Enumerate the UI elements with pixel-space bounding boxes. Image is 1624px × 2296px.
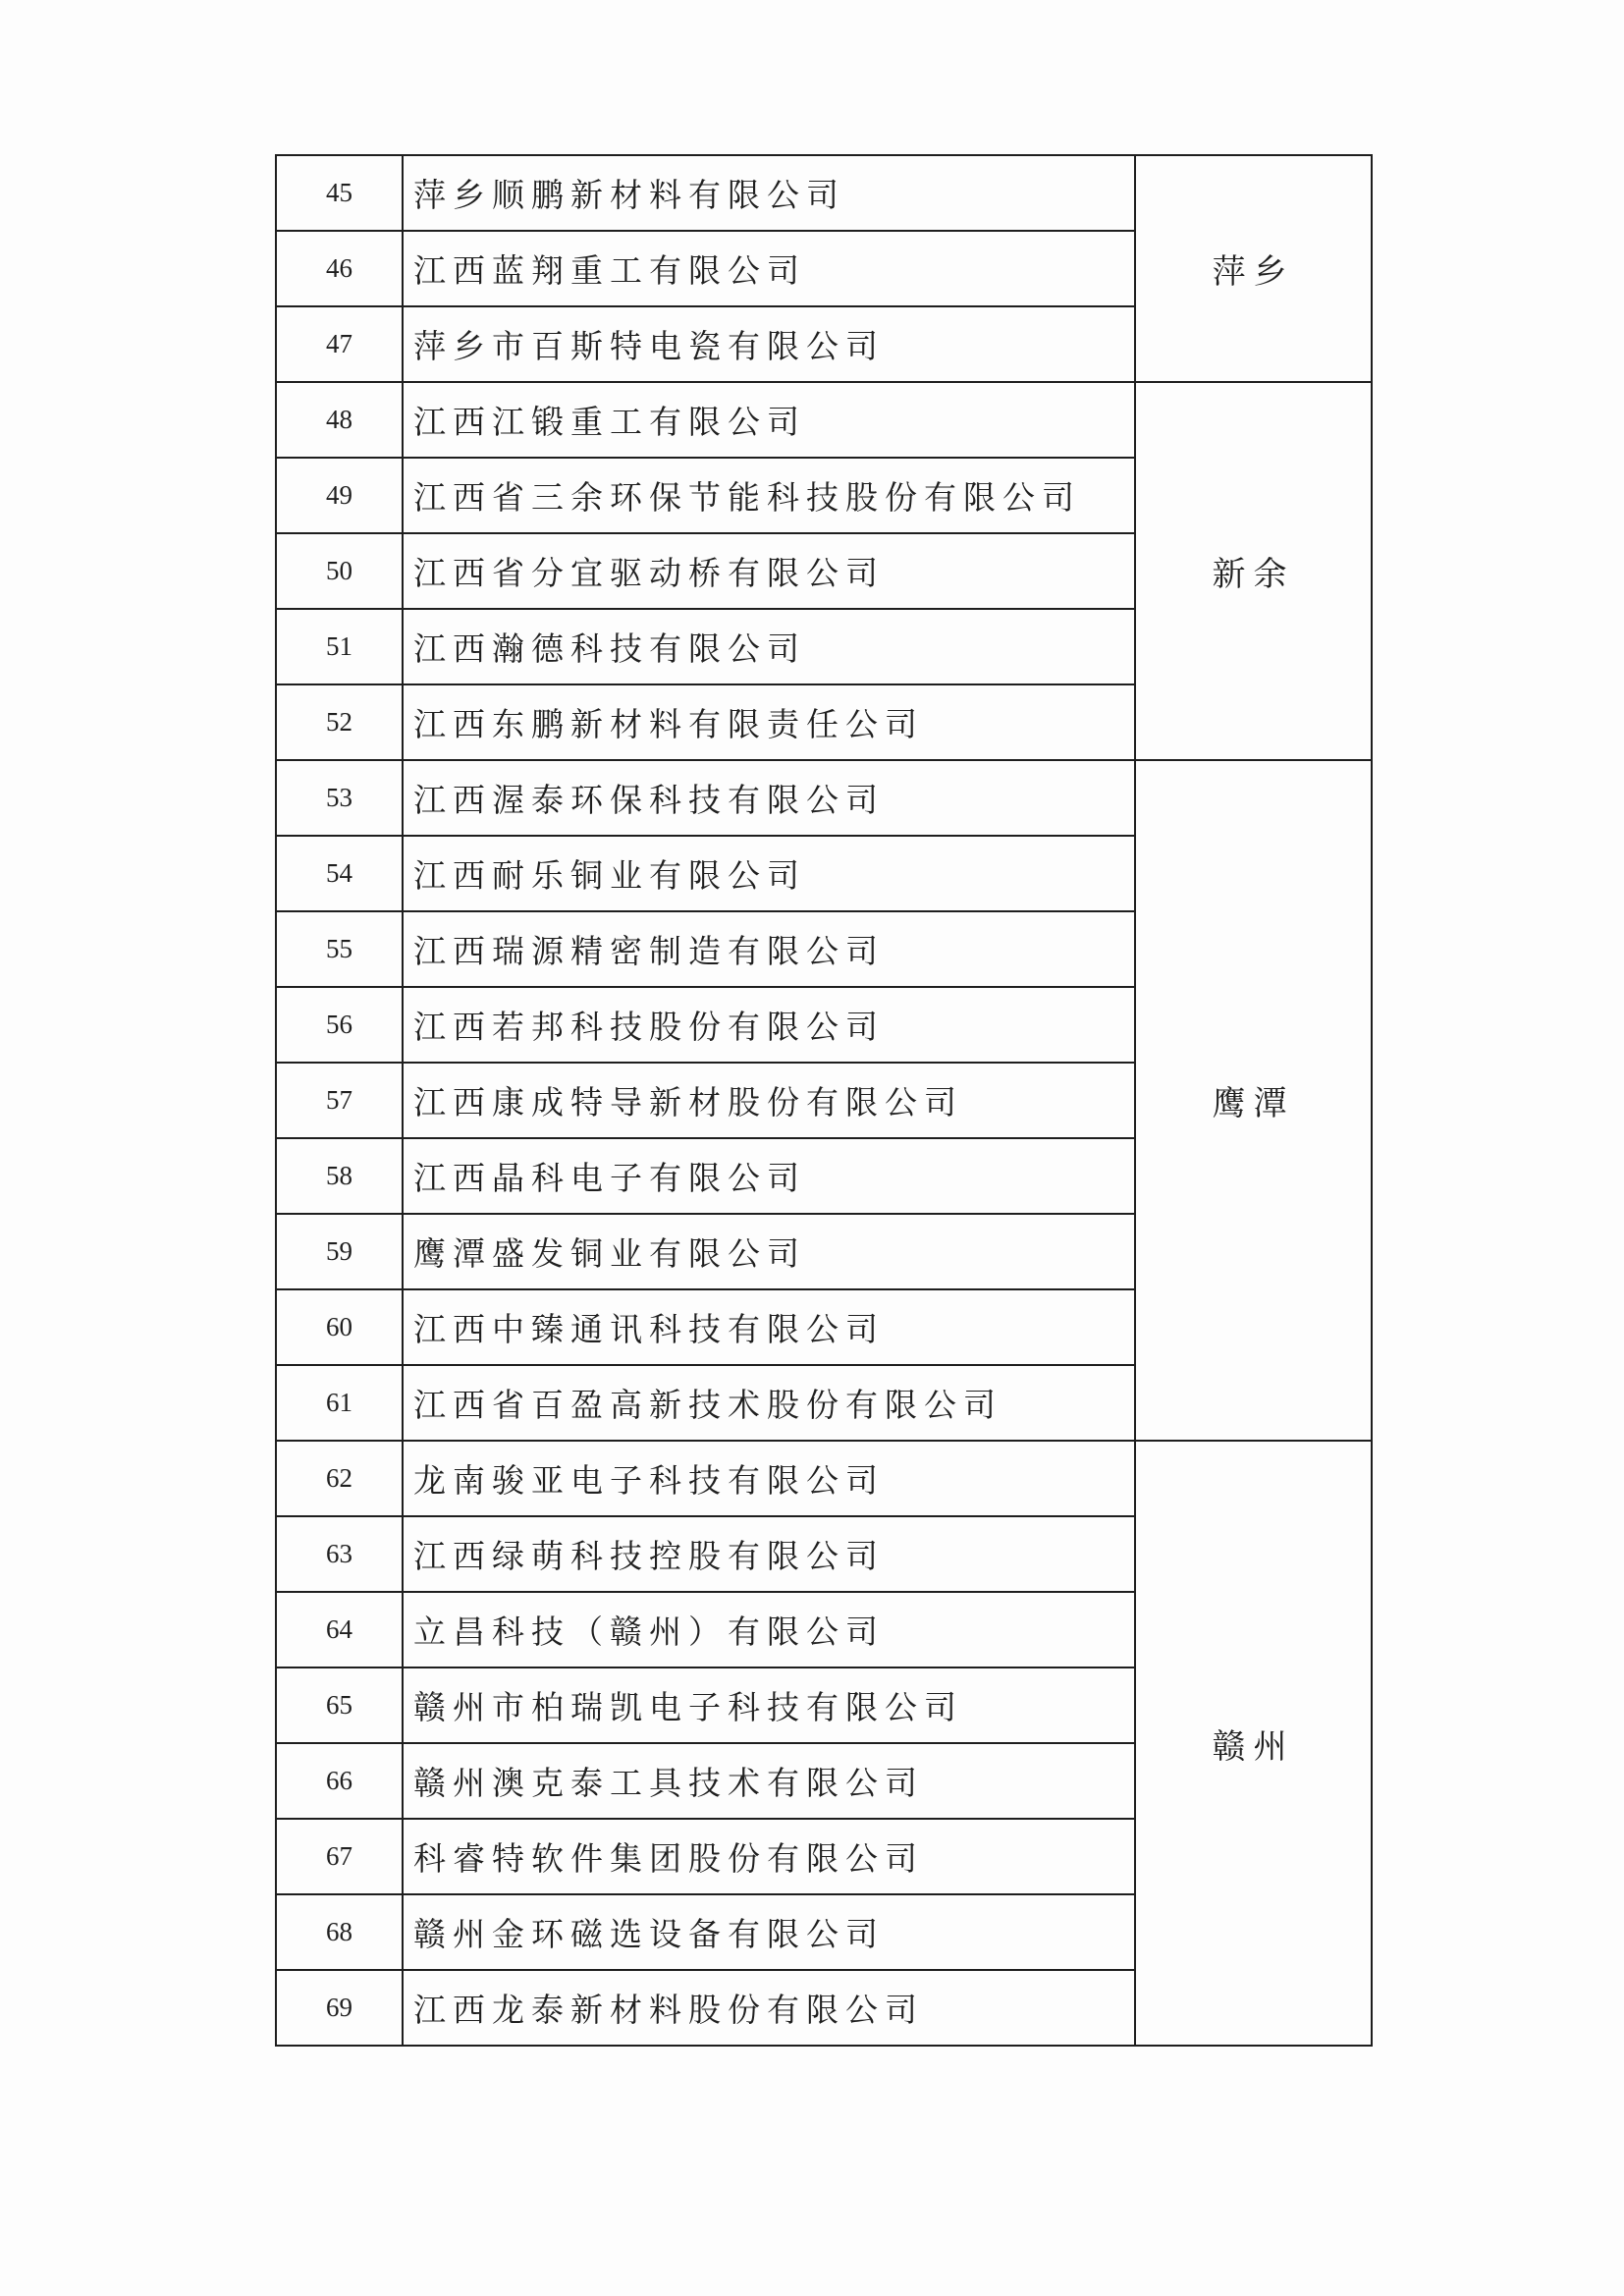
company-name: 萍乡顺鹏新材料有限公司 (403, 155, 1135, 231)
row-number: 67 (276, 1819, 403, 1894)
table-row (276, 155, 1372, 231)
region-cell: 赣州 (1135, 1441, 1372, 2046)
company-name: 鹰潭盛发铜业有限公司 (403, 1214, 1135, 1289)
company-name: 江西渥泰环保科技有限公司 (403, 760, 1135, 836)
company-list-table (275, 154, 1373, 2047)
row-number: 45 (276, 155, 403, 231)
company-name: 江西省百盈高新技术股份有限公司 (403, 1365, 1135, 1441)
company-name: 赣州市柏瑞凯电子科技有限公司 (403, 1667, 1135, 1743)
company-name: 立昌科技（赣州）有限公司 (403, 1592, 1135, 1667)
row-number: 63 (276, 1516, 403, 1592)
company-name: 江西瀚德科技有限公司 (403, 609, 1135, 684)
company-name: 科睿特软件集团股份有限公司 (403, 1819, 1135, 1894)
row-number: 68 (276, 1894, 403, 1970)
region-cell: 鹰潭 (1135, 760, 1372, 1441)
row-number: 55 (276, 911, 403, 987)
company-name: 赣州金环磁选设备有限公司 (403, 1894, 1135, 1970)
row-number: 57 (276, 1063, 403, 1138)
row-number: 69 (276, 1970, 403, 2046)
row-number: 64 (276, 1592, 403, 1667)
region-cell: 萍乡 (1135, 155, 1372, 382)
row-number: 48 (276, 382, 403, 458)
row-number: 52 (276, 684, 403, 760)
row-number: 51 (276, 609, 403, 684)
company-name: 江西康成特导新材股份有限公司 (403, 1063, 1135, 1138)
company-name: 江西中臻通讯科技有限公司 (403, 1289, 1135, 1365)
table-row (276, 1441, 1372, 1516)
company-list-body (276, 155, 1372, 2046)
company-name: 江西晶科电子有限公司 (403, 1138, 1135, 1214)
row-number: 65 (276, 1667, 403, 1743)
row-number: 60 (276, 1289, 403, 1365)
region-cell: 新余 (1135, 382, 1372, 760)
company-name: 江西龙泰新材料股份有限公司 (403, 1970, 1135, 2046)
company-name: 江西瑞源精密制造有限公司 (403, 911, 1135, 987)
company-name: 江西省三余环保节能科技股份有限公司 (403, 458, 1135, 533)
company-name: 江西若邦科技股份有限公司 (403, 987, 1135, 1063)
row-number: 46 (276, 231, 403, 306)
company-name: 赣州澳克泰工具技术有限公司 (403, 1743, 1135, 1819)
row-number: 49 (276, 458, 403, 533)
row-number: 54 (276, 836, 403, 911)
company-name: 江西省分宜驱动桥有限公司 (403, 533, 1135, 609)
row-number: 53 (276, 760, 403, 836)
row-number: 61 (276, 1365, 403, 1441)
company-name: 江西东鹏新材料有限责任公司 (403, 684, 1135, 760)
company-name: 龙南骏亚电子科技有限公司 (403, 1441, 1135, 1516)
table-row (276, 382, 1372, 458)
company-name: 江西江锻重工有限公司 (403, 382, 1135, 458)
table-row (276, 760, 1372, 836)
company-name: 江西绿萌科技控股有限公司 (403, 1516, 1135, 1592)
company-name: 萍乡市百斯特电瓷有限公司 (403, 306, 1135, 382)
row-number: 62 (276, 1441, 403, 1516)
row-number: 50 (276, 533, 403, 609)
row-number: 56 (276, 987, 403, 1063)
company-name: 江西耐乐铜业有限公司 (403, 836, 1135, 911)
row-number: 58 (276, 1138, 403, 1214)
row-number: 47 (276, 306, 403, 382)
row-number: 66 (276, 1743, 403, 1819)
row-number: 59 (276, 1214, 403, 1289)
company-name: 江西蓝翔重工有限公司 (403, 231, 1135, 306)
